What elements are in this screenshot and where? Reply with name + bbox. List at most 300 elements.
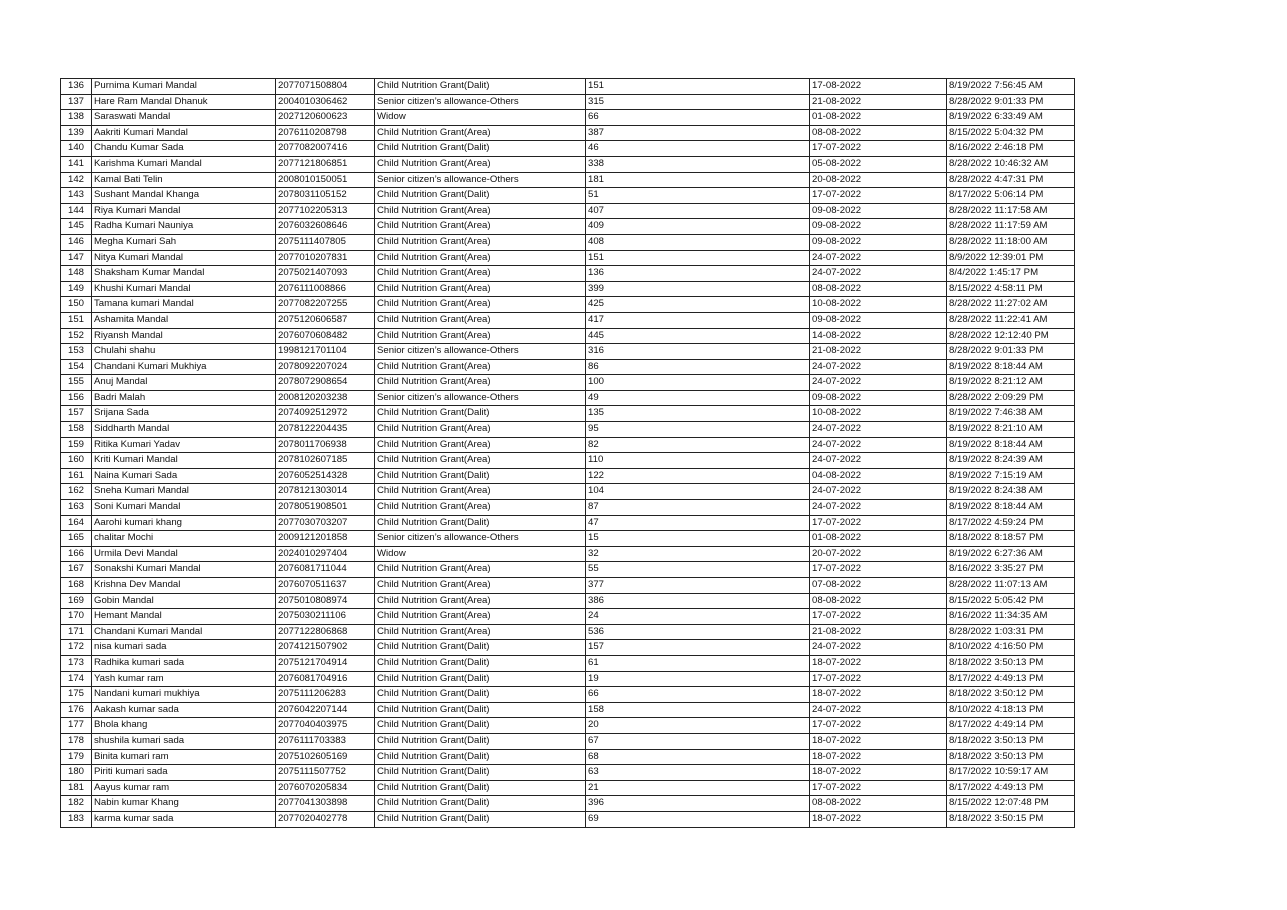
serial-number-cell: 156 — [61, 390, 92, 406]
serial-number-cell: 173 — [61, 655, 92, 671]
date-cell: 17-08-2022 — [810, 79, 947, 95]
serial-number-cell: 174 — [61, 671, 92, 687]
table-row — [61, 593, 1075, 609]
table-row — [61, 515, 1075, 531]
name-cell: Badri Malah — [92, 390, 276, 406]
table-row — [61, 780, 1075, 796]
table-row — [61, 562, 1075, 578]
serial-number-cell: 142 — [61, 172, 92, 188]
table-row — [61, 312, 1075, 328]
serial-number-cell: 152 — [61, 328, 92, 344]
timestamp-cell: 8/28/2022 11:17:58 AM — [947, 203, 1075, 219]
allowance-type-cell: Senior citizen’s allowance-Others — [375, 531, 586, 547]
allowance-type-cell: Senior citizen’s allowance-Others — [375, 344, 586, 360]
amount-cell: 61 — [586, 655, 810, 671]
date-cell: 18-07-2022 — [810, 749, 947, 765]
timestamp-cell: 8/17/2022 4:49:13 PM — [947, 780, 1075, 796]
allowance-type-cell: Child Nutrition Grant(Dalit) — [375, 780, 586, 796]
date-cell: 18-07-2022 — [810, 765, 947, 781]
timestamp-cell: 8/19/2022 8:18:44 AM — [947, 437, 1075, 453]
timestamp-cell: 8/17/2022 5:06:14 PM — [947, 188, 1075, 204]
name-cell: Hemant Mandal — [92, 609, 276, 625]
amount-cell: 122 — [586, 468, 810, 484]
serial-number-cell: 147 — [61, 250, 92, 266]
id-number-cell: 2075111407805 — [276, 234, 375, 250]
allowance-type-cell: Child Nutrition Grant(Dalit) — [375, 765, 586, 781]
timestamp-cell: 8/15/2022 5:04:32 PM — [947, 125, 1075, 141]
allowance-type-cell: Widow — [375, 110, 586, 126]
allowance-type-cell: Senior citizen’s allowance-Others — [375, 172, 586, 188]
amount-cell: 15 — [586, 531, 810, 547]
timestamp-cell: 8/15/2022 12:07:48 PM — [947, 796, 1075, 812]
id-number-cell: 2077020402778 — [276, 811, 375, 827]
serial-number-cell: 150 — [61, 297, 92, 313]
name-cell: Siddharth Mandal — [92, 422, 276, 438]
table-row — [61, 156, 1075, 172]
table-row — [61, 94, 1075, 110]
id-number-cell: 2075102605169 — [276, 749, 375, 765]
date-cell: 18-07-2022 — [810, 811, 947, 827]
amount-cell: 386 — [586, 593, 810, 609]
id-number-cell: 2075120606587 — [276, 312, 375, 328]
date-cell: 18-07-2022 — [810, 733, 947, 749]
table-row — [61, 390, 1075, 406]
date-cell: 24-07-2022 — [810, 375, 947, 391]
name-cell: Radhika kumari sada — [92, 655, 276, 671]
serial-number-cell: 169 — [61, 593, 92, 609]
table-row — [61, 687, 1075, 703]
document-sheet — [60, 78, 1075, 828]
timestamp-cell: 8/28/2022 4:47:31 PM — [947, 172, 1075, 188]
timestamp-cell: 8/28/2022 10:46:32 AM — [947, 156, 1075, 172]
serial-number-cell: 172 — [61, 640, 92, 656]
name-cell: Hare Ram Mandal Dhanuk — [92, 94, 276, 110]
timestamp-cell: 8/19/2022 8:18:44 AM — [947, 359, 1075, 375]
name-cell: Chandani Kumari Mandal — [92, 624, 276, 640]
id-number-cell: 2075010808974 — [276, 593, 375, 609]
timestamp-cell: 8/19/2022 8:18:44 AM — [947, 500, 1075, 516]
serial-number-cell: 180 — [61, 765, 92, 781]
amount-cell: 408 — [586, 234, 810, 250]
timestamp-cell: 8/28/2022 11:17:59 AM — [947, 219, 1075, 235]
amount-cell: 21 — [586, 780, 810, 796]
allowance-type-cell: Child Nutrition Grant(Dalit) — [375, 188, 586, 204]
amount-cell: 536 — [586, 624, 810, 640]
id-number-cell: 2076070205834 — [276, 780, 375, 796]
allowance-type-cell: Child Nutrition Grant(Area) — [375, 297, 586, 313]
amount-cell: 49 — [586, 390, 810, 406]
serial-number-cell: 177 — [61, 718, 92, 734]
table-row — [61, 578, 1075, 594]
allowance-type-cell: Child Nutrition Grant(Area) — [375, 500, 586, 516]
id-number-cell: 2077071508804 — [276, 79, 375, 95]
id-number-cell: 2074092512972 — [276, 406, 375, 422]
date-cell: 01-08-2022 — [810, 531, 947, 547]
timestamp-cell: 8/28/2022 9:01:33 PM — [947, 344, 1075, 360]
timestamp-cell: 8/15/2022 4:58:11 PM — [947, 281, 1075, 297]
table-row — [61, 250, 1075, 266]
allowance-type-cell: Child Nutrition Grant(Area) — [375, 375, 586, 391]
table-row — [61, 328, 1075, 344]
amount-cell: 445 — [586, 328, 810, 344]
allowance-type-cell: Child Nutrition Grant(Area) — [375, 422, 586, 438]
allowance-type-cell: Child Nutrition Grant(Dalit) — [375, 141, 586, 157]
serial-number-cell: 182 — [61, 796, 92, 812]
timestamp-cell: 8/28/2022 11:18:00 AM — [947, 234, 1075, 250]
serial-number-cell: 151 — [61, 312, 92, 328]
id-number-cell: 2009121201858 — [276, 531, 375, 547]
table-row — [61, 655, 1075, 671]
date-cell: 08-08-2022 — [810, 796, 947, 812]
timestamp-cell: 8/17/2022 10:59:17 AM — [947, 765, 1075, 781]
amount-cell: 136 — [586, 266, 810, 282]
timestamp-cell: 8/19/2022 8:24:38 AM — [947, 484, 1075, 500]
amount-cell: 51 — [586, 188, 810, 204]
name-cell: Aarohi kumari khang — [92, 515, 276, 531]
allowance-type-cell: Child Nutrition Grant(Dalit) — [375, 79, 586, 95]
date-cell: 17-07-2022 — [810, 562, 947, 578]
table-row — [61, 422, 1075, 438]
table-row — [61, 172, 1075, 188]
allowance-type-cell: Child Nutrition Grant(Dalit) — [375, 671, 586, 687]
amount-cell: 19 — [586, 671, 810, 687]
name-cell: Sushant Mandal Khanga — [92, 188, 276, 204]
serial-number-cell: 158 — [61, 422, 92, 438]
amount-cell: 399 — [586, 281, 810, 297]
timestamp-cell: 8/10/2022 4:16:50 PM — [947, 640, 1075, 656]
allowance-type-cell: Child Nutrition Grant(Area) — [375, 437, 586, 453]
id-number-cell: 2077121806851 — [276, 156, 375, 172]
allowance-type-cell: Child Nutrition Grant(Area) — [375, 593, 586, 609]
allowance-type-cell: Child Nutrition Grant(Dalit) — [375, 702, 586, 718]
table-row — [61, 531, 1075, 547]
id-number-cell: 2076111703383 — [276, 733, 375, 749]
timestamp-cell: 8/9/2022 12:39:01 PM — [947, 250, 1075, 266]
table-row — [61, 640, 1075, 656]
table-row — [61, 141, 1075, 157]
amount-cell: 409 — [586, 219, 810, 235]
id-number-cell: 2078051908501 — [276, 500, 375, 516]
amount-cell: 181 — [586, 172, 810, 188]
date-cell: 24-07-2022 — [810, 640, 947, 656]
date-cell: 17-07-2022 — [810, 515, 947, 531]
serial-number-cell: 159 — [61, 437, 92, 453]
serial-number-cell: 179 — [61, 749, 92, 765]
timestamp-cell: 8/19/2022 8:24:39 AM — [947, 453, 1075, 469]
name-cell: Aayus kumar ram — [92, 780, 276, 796]
date-cell: 20-08-2022 — [810, 172, 947, 188]
serial-number-cell: 144 — [61, 203, 92, 219]
timestamp-cell: 8/18/2022 3:50:13 PM — [947, 655, 1075, 671]
allowance-type-cell: Child Nutrition Grant(Area) — [375, 578, 586, 594]
amount-cell: 47 — [586, 515, 810, 531]
date-cell: 07-08-2022 — [810, 578, 947, 594]
id-number-cell: 2078122204435 — [276, 422, 375, 438]
serial-number-cell: 167 — [61, 562, 92, 578]
name-cell: Ashamita Mandal — [92, 312, 276, 328]
name-cell: Aakash kumar sada — [92, 702, 276, 718]
amount-cell: 67 — [586, 733, 810, 749]
id-number-cell: 2024010297404 — [276, 546, 375, 562]
amount-cell: 151 — [586, 250, 810, 266]
timestamp-cell: 8/19/2022 6:33:49 AM — [947, 110, 1075, 126]
id-number-cell: 2075030211106 — [276, 609, 375, 625]
name-cell: Srijana Sada — [92, 406, 276, 422]
date-cell: 24-07-2022 — [810, 250, 947, 266]
records-table — [60, 78, 1075, 828]
id-number-cell: 2076070511637 — [276, 578, 375, 594]
amount-cell: 151 — [586, 79, 810, 95]
table-row — [61, 188, 1075, 204]
serial-number-cell: 178 — [61, 733, 92, 749]
table-row — [61, 375, 1075, 391]
name-cell: Krishna Dev Mandal — [92, 578, 276, 594]
table-row — [61, 624, 1075, 640]
allowance-type-cell: Child Nutrition Grant(Dalit) — [375, 687, 586, 703]
serial-number-cell: 166 — [61, 546, 92, 562]
serial-number-cell: 160 — [61, 453, 92, 469]
serial-number-cell: 175 — [61, 687, 92, 703]
date-cell: 10-08-2022 — [810, 297, 947, 313]
amount-cell: 69 — [586, 811, 810, 827]
table-row — [61, 453, 1075, 469]
id-number-cell: 2078031105152 — [276, 188, 375, 204]
id-number-cell: 2076081704916 — [276, 671, 375, 687]
timestamp-cell: 8/19/2022 6:27:36 AM — [947, 546, 1075, 562]
allowance-type-cell: Senior citizen’s allowance-Others — [375, 94, 586, 110]
serial-number-cell: 136 — [61, 79, 92, 95]
table-row — [61, 79, 1075, 95]
date-cell: 17-07-2022 — [810, 671, 947, 687]
date-cell: 20-07-2022 — [810, 546, 947, 562]
amount-cell: 24 — [586, 609, 810, 625]
serial-number-cell: 163 — [61, 500, 92, 516]
timestamp-cell: 8/18/2022 3:50:12 PM — [947, 687, 1075, 703]
name-cell: Riya Kumari Mandal — [92, 203, 276, 219]
name-cell: Yash kumar ram — [92, 671, 276, 687]
name-cell: Sonakshi Kumari Mandal — [92, 562, 276, 578]
date-cell: 24-07-2022 — [810, 484, 947, 500]
amount-cell: 157 — [586, 640, 810, 656]
date-cell: 24-07-2022 — [810, 500, 947, 516]
serial-number-cell: 141 — [61, 156, 92, 172]
timestamp-cell: 8/19/2022 7:56:45 AM — [947, 79, 1075, 95]
date-cell: 08-08-2022 — [810, 281, 947, 297]
date-cell: 21-08-2022 — [810, 624, 947, 640]
amount-cell: 55 — [586, 562, 810, 578]
id-number-cell: 2077122806868 — [276, 624, 375, 640]
allowance-type-cell: Child Nutrition Grant(Dalit) — [375, 811, 586, 827]
allowance-type-cell: Child Nutrition Grant(Area) — [375, 203, 586, 219]
timestamp-cell: 8/18/2022 8:18:57 PM — [947, 531, 1075, 547]
table-row — [61, 468, 1075, 484]
serial-number-cell: 139 — [61, 125, 92, 141]
amount-cell: 387 — [586, 125, 810, 141]
amount-cell: 87 — [586, 500, 810, 516]
timestamp-cell: 8/28/2022 11:22:41 AM — [947, 312, 1075, 328]
date-cell: 04-08-2022 — [810, 468, 947, 484]
serial-number-cell: 153 — [61, 344, 92, 360]
timestamp-cell: 8/19/2022 8:21:10 AM — [947, 422, 1075, 438]
allowance-type-cell: Child Nutrition Grant(Area) — [375, 562, 586, 578]
timestamp-cell: 8/19/2022 7:46:38 AM — [947, 406, 1075, 422]
amount-cell: 158 — [586, 702, 810, 718]
allowance-type-cell: Child Nutrition Grant(Area) — [375, 250, 586, 266]
serial-number-cell: 157 — [61, 406, 92, 422]
table-row — [61, 484, 1075, 500]
id-number-cell: 2078072908654 — [276, 375, 375, 391]
table-row — [61, 765, 1075, 781]
name-cell: karma kumar sada — [92, 811, 276, 827]
allowance-type-cell: Widow — [375, 546, 586, 562]
name-cell: Anuj Mandal — [92, 375, 276, 391]
name-cell: Bhola khang — [92, 718, 276, 734]
date-cell: 17-07-2022 — [810, 609, 947, 625]
amount-cell: 425 — [586, 297, 810, 313]
timestamp-cell: 8/28/2022 9:01:33 PM — [947, 94, 1075, 110]
id-number-cell: 2078121303014 — [276, 484, 375, 500]
id-number-cell: 2077082007416 — [276, 141, 375, 157]
id-number-cell: 1998121701104 — [276, 344, 375, 360]
amount-cell: 68 — [586, 749, 810, 765]
allowance-type-cell: Child Nutrition Grant(Area) — [375, 219, 586, 235]
serial-number-cell: 161 — [61, 468, 92, 484]
name-cell: Naina Kumari Sada — [92, 468, 276, 484]
date-cell: 17-07-2022 — [810, 780, 947, 796]
serial-number-cell: 155 — [61, 375, 92, 391]
allowance-type-cell: Child Nutrition Grant(Dalit) — [375, 796, 586, 812]
id-number-cell: 2075021407093 — [276, 266, 375, 282]
serial-number-cell: 164 — [61, 515, 92, 531]
allowance-type-cell: Child Nutrition Grant(Area) — [375, 312, 586, 328]
id-number-cell: 2076042207144 — [276, 702, 375, 718]
amount-cell: 315 — [586, 94, 810, 110]
serial-number-cell: 137 — [61, 94, 92, 110]
table-row — [61, 500, 1075, 516]
date-cell: 05-08-2022 — [810, 156, 947, 172]
id-number-cell: 2008120203238 — [276, 390, 375, 406]
amount-cell: 95 — [586, 422, 810, 438]
serial-number-cell: 162 — [61, 484, 92, 500]
name-cell: Karishma Kumari Mandal — [92, 156, 276, 172]
table-row — [61, 749, 1075, 765]
date-cell: 24-07-2022 — [810, 453, 947, 469]
date-cell: 08-08-2022 — [810, 125, 947, 141]
table-row — [61, 671, 1075, 687]
date-cell: 10-08-2022 — [810, 406, 947, 422]
table-row — [61, 234, 1075, 250]
id-number-cell: 2074121507902 — [276, 640, 375, 656]
table-row — [61, 702, 1075, 718]
serial-number-cell: 176 — [61, 702, 92, 718]
table-row — [61, 811, 1075, 827]
id-number-cell: 2075111507752 — [276, 765, 375, 781]
table-row — [61, 437, 1075, 453]
amount-cell: 82 — [586, 437, 810, 453]
serial-number-cell: 171 — [61, 624, 92, 640]
serial-number-cell: 143 — [61, 188, 92, 204]
allowance-type-cell: Child Nutrition Grant(Area) — [375, 609, 586, 625]
timestamp-cell: 8/16/2022 3:35:27 PM — [947, 562, 1075, 578]
allowance-type-cell: Child Nutrition Grant(Dalit) — [375, 749, 586, 765]
table-row — [61, 219, 1075, 235]
allowance-type-cell: Child Nutrition Grant(Area) — [375, 328, 586, 344]
name-cell: Binita kumari ram — [92, 749, 276, 765]
timestamp-cell: 8/16/2022 2:46:18 PM — [947, 141, 1075, 157]
timestamp-cell: 8/28/2022 11:27:02 AM — [947, 297, 1075, 313]
date-cell: 09-08-2022 — [810, 219, 947, 235]
allowance-type-cell: Child Nutrition Grant(Area) — [375, 453, 586, 469]
serial-number-cell: 145 — [61, 219, 92, 235]
table-row — [61, 297, 1075, 313]
name-cell: Nabin kumar Khang — [92, 796, 276, 812]
timestamp-cell: 8/4/2022 1:45:17 PM — [947, 266, 1075, 282]
allowance-type-cell: Child Nutrition Grant(Area) — [375, 266, 586, 282]
amount-cell: 20 — [586, 718, 810, 734]
table-row — [61, 546, 1075, 562]
amount-cell: 135 — [586, 406, 810, 422]
date-cell: 01-08-2022 — [810, 110, 947, 126]
timestamp-cell: 8/18/2022 3:50:15 PM — [947, 811, 1075, 827]
name-cell: Khushi Kumari Mandal — [92, 281, 276, 297]
timestamp-cell: 8/28/2022 11:07:13 AM — [947, 578, 1075, 594]
allowance-type-cell: Child Nutrition Grant(Dalit) — [375, 733, 586, 749]
id-number-cell: 2077102205313 — [276, 203, 375, 219]
table-row — [61, 718, 1075, 734]
timestamp-cell: 8/19/2022 8:21:12 AM — [947, 375, 1075, 391]
name-cell: Tamana kumari Mandal — [92, 297, 276, 313]
name-cell: nisa kumari sada — [92, 640, 276, 656]
date-cell: 09-08-2022 — [810, 234, 947, 250]
amount-cell: 110 — [586, 453, 810, 469]
name-cell: Kamal Bati Telin — [92, 172, 276, 188]
name-cell: Shaksham Kumar Mandal — [92, 266, 276, 282]
date-cell: 21-08-2022 — [810, 94, 947, 110]
table-row — [61, 344, 1075, 360]
name-cell: Urmila Devi Mandal — [92, 546, 276, 562]
date-cell: 21-08-2022 — [810, 344, 947, 360]
amount-cell: 417 — [586, 312, 810, 328]
id-number-cell: 2076052514328 — [276, 468, 375, 484]
amount-cell: 316 — [586, 344, 810, 360]
allowance-type-cell: Child Nutrition Grant(Area) — [375, 125, 586, 141]
timestamp-cell: 8/16/2022 11:34:35 AM — [947, 609, 1075, 625]
timestamp-cell: 8/10/2022 4:18:13 PM — [947, 702, 1075, 718]
amount-cell: 407 — [586, 203, 810, 219]
serial-number-cell: 181 — [61, 780, 92, 796]
name-cell: Radha Kumari Nauniya — [92, 219, 276, 235]
serial-number-cell: 183 — [61, 811, 92, 827]
id-number-cell: 2076110208798 — [276, 125, 375, 141]
name-cell: Aakriti Kumari Mandal — [92, 125, 276, 141]
serial-number-cell: 165 — [61, 531, 92, 547]
table-row — [61, 266, 1075, 282]
id-number-cell: 2076111008866 — [276, 281, 375, 297]
id-number-cell: 2078092207024 — [276, 359, 375, 375]
timestamp-cell: 8/17/2022 4:49:14 PM — [947, 718, 1075, 734]
id-number-cell: 2004010306462 — [276, 94, 375, 110]
timestamp-cell: 8/28/2022 12:12:40 PM — [947, 328, 1075, 344]
allowance-type-cell: Child Nutrition Grant(Dalit) — [375, 468, 586, 484]
date-cell: 17-07-2022 — [810, 718, 947, 734]
date-cell: 09-08-2022 — [810, 312, 947, 328]
serial-number-cell: 168 — [61, 578, 92, 594]
amount-cell: 396 — [586, 796, 810, 812]
amount-cell: 377 — [586, 578, 810, 594]
name-cell: Ritika Kumari Yadav — [92, 437, 276, 453]
date-cell: 24-07-2022 — [810, 702, 947, 718]
allowance-type-cell: Child Nutrition Grant(Dalit) — [375, 655, 586, 671]
